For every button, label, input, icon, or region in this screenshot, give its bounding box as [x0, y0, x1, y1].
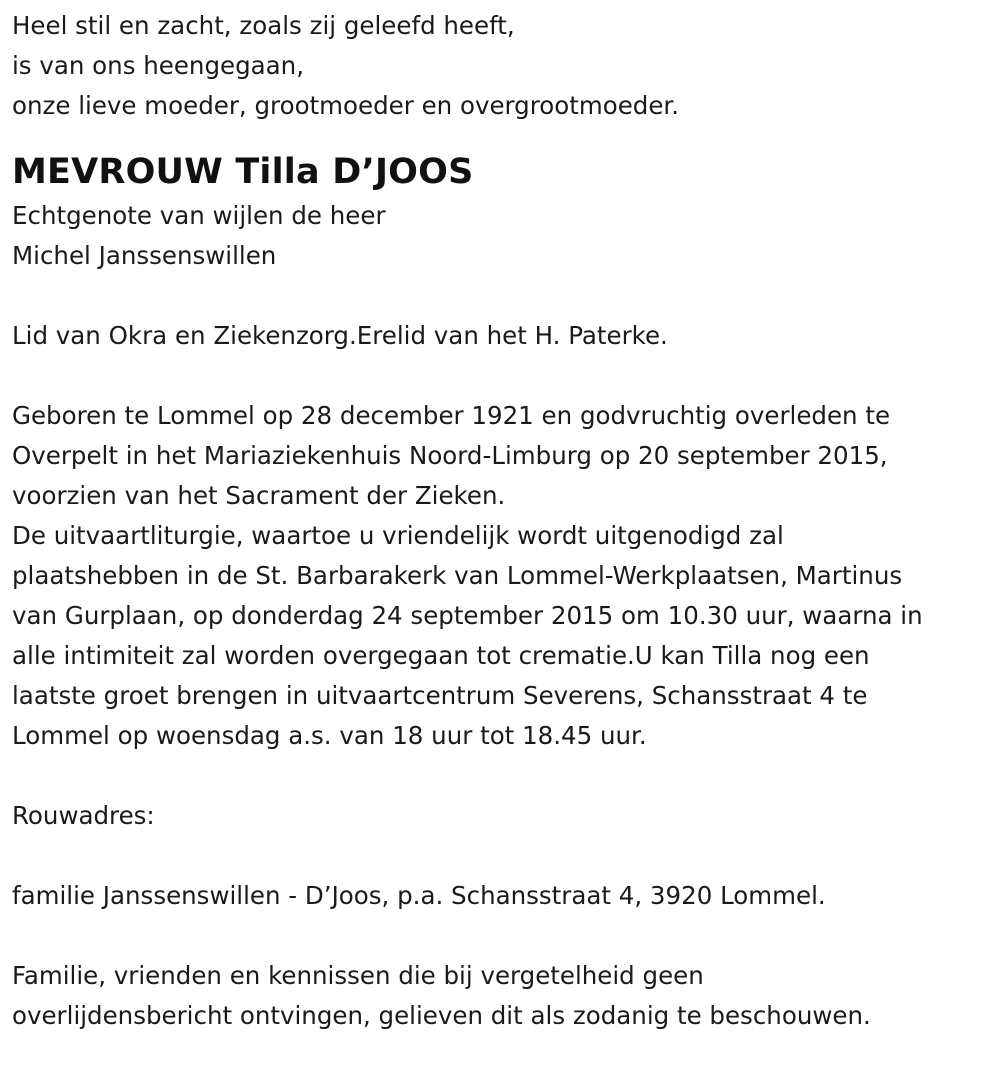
- address-text: familie Janssenswillen - D’Joos, p.a. Schansstraat 4, 3920 Lommel.: [12, 881, 826, 910]
- obituary-notice: [12, 0, 992, 1036]
- spouse-line: Michel Janssenswillen: [12, 241, 277, 270]
- deceased-name: MEVROUW Tilla D’JOOS: [12, 152, 474, 192]
- spacer: [12, 756, 992, 796]
- spouse-line: Echtgenote van wijlen de heer: [12, 201, 386, 230]
- details-line: laatste groet brengen in uitvaartcentrum Severens, Schansstraat 4 te: [12, 681, 868, 710]
- details-line: van Gurplaan, op donderdag 24 september 2015 om 10.30 uur, waarna in: [12, 601, 923, 630]
- spacer: [12, 916, 992, 956]
- spouse-text: [12, 196, 992, 276]
- details-line: alle intimiteit zal worden overgegaan tot crematie.U kan Tilla nog een: [12, 641, 870, 670]
- closing-line: Familie, vrienden en kennissen die bij vergetelheid geen: [12, 961, 704, 990]
- spacer: [12, 836, 992, 876]
- details-line: Lommel op woensdag a.s. van 18 uur tot 18.45 uur.: [12, 721, 647, 750]
- closing-text: [12, 956, 992, 1036]
- details-line: plaatshebben in de St. Barbarakerk van Lommel-Werkplaatsen, Martinus: [12, 561, 903, 590]
- address-label: Rouwadres:: [12, 801, 155, 830]
- intro-line: is van ons heengegaan,: [12, 51, 304, 80]
- membership-text: Lid van Okra en Ziekenzorg.Erelid van het H. Paterke.: [12, 321, 668, 350]
- intro-line: Heel stil en zacht, zoals zij geleefd heeft,: [12, 11, 515, 40]
- details-text: [12, 396, 992, 756]
- details-line: Overpelt in het Mariaziekenhuis Noord-Limburg op 20 september 2015,: [12, 441, 888, 470]
- intro-line: onze lieve moeder, grootmoeder en overgrootmoeder.: [12, 91, 680, 120]
- spacer: [12, 276, 992, 316]
- closing-line: overlijdensbericht ontvingen, gelieven dit als zodanig te beschouwen.: [12, 1001, 871, 1030]
- details-line: voorzien van het Sacrament der Zieken.: [12, 481, 506, 510]
- details-line: De uitvaartliturgie, waartoe u vriendelijk wordt uitgenodigd zal: [12, 521, 784, 550]
- details-line: Geboren te Lommel op 28 december 1921 en godvruchtig overleden te: [12, 401, 891, 430]
- intro-text: [12, 6, 992, 126]
- spacer: [12, 356, 992, 396]
